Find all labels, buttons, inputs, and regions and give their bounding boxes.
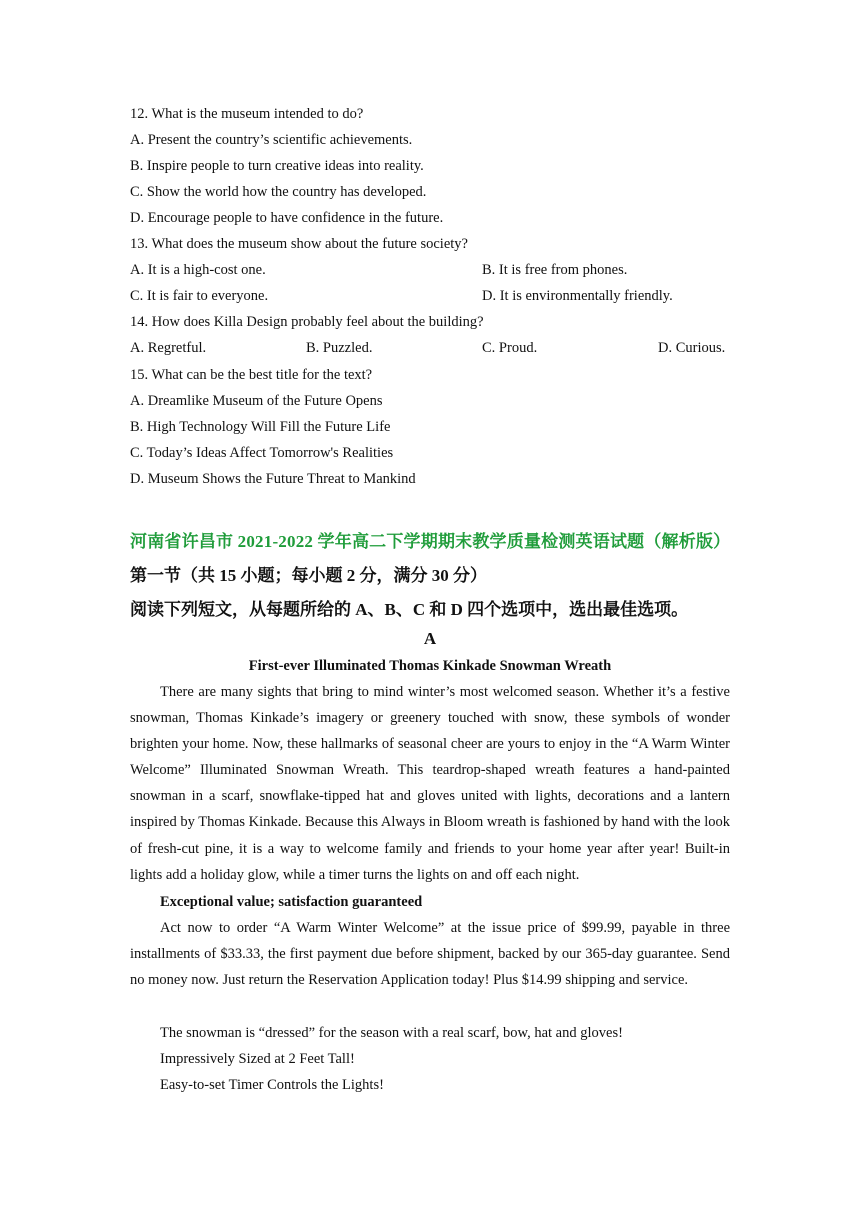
- question-15-option-b: B. High Technology Will Fill the Future Life: [130, 419, 391, 435]
- passage-label: A: [423, 629, 437, 648]
- section-heading: 第一节（共 15 小题；每小题 2 分，满分 30 分）: [130, 566, 487, 585]
- exam-title: 河南省许昌市 2021-2022 学年高二下学期期末教学质量检测英语试题（解析版）: [130, 532, 731, 551]
- passage-line-1: The snowman is “dressed” for the season with a real scarf, bow, hat and gloves!: [160, 1025, 623, 1041]
- question-14-stem: 14. How does Killa Design probably feel about the building?: [130, 314, 484, 330]
- question-13-option-c: C. It is fair to everyone.: [130, 288, 269, 304]
- question-13-option-b: B. It is free from phones.: [482, 262, 628, 278]
- question-12-option-a: A. Present the country’s scientific achievements.: [130, 132, 413, 148]
- question-13-stem: 13. What does the museum show about the future society?: [130, 236, 468, 252]
- question-14-option-d: D. Curious.: [658, 340, 726, 356]
- passage-paragraph-1: There are many sights that bring to mind winter’s most welcomed season. Whether it’s a festive snowman, Thomas Kinkade’s imagery or greenery touched with snow, these symbols of wonder brighten your home. Now, these hallmarks of seasonal cheer are yours to enjoy in the “A Warm Winter Welcome” Illuminated Snowman Wreath. This teardrop-shaped wreath features a hand-painted snowman in a scarf, snowflake-tipped hat and gloves united with lights, decorations and a lantern inspired by Thomas Kinkade. Because this Always in Bloom wreath is fashioned by hand with the look of fresh-cut pine, it is a way to welcome family and friends to your home year after year! Built-in lights add a holiday glow, while a timer turns the lights on and off each night.: [130, 684, 730, 883]
- passage-line-3: Easy-to-set Timer Controls the Lights!: [160, 1077, 384, 1093]
- question-12-option-b: B. Inspire people to turn creative ideas into reality.: [130, 158, 424, 174]
- question-14-option-c: C. Proud.: [482, 340, 538, 356]
- question-14-option-a: A. Regretful.: [130, 340, 207, 356]
- question-13-option-d: D. It is environmentally friendly.: [482, 288, 673, 304]
- passage-paragraph-2: Act now to order “A Warm Winter Welcome” at the issue price of $99.99, payable in three installments of $33.33, the first payment due before shipment, backed by our 365-day guarantee. Send no money now. Just return the Reservation Application today! Plus $14.99 shipping and service.: [130, 920, 730, 989]
- question-15-option-c: C. Today’s Ideas Affect Tomorrow's Realities: [130, 445, 394, 461]
- question-15-option-d: D. Museum Shows the Future Threat to Mankind: [130, 471, 416, 487]
- question-15-stem: 15. What can be the best title for the text?: [130, 367, 373, 383]
- passage-subheading: Exceptional value; satisfaction guaranteed: [160, 894, 423, 910]
- passage-line-2: Impressively Sized at 2 Feet Tall!: [160, 1051, 355, 1067]
- question-15-option-a: A. Dreamlike Museum of the Future Opens: [130, 393, 383, 409]
- question-12-stem: 12. What is the museum intended to do?: [130, 106, 364, 122]
- question-12-option-c: C. Show the world how the country has developed.: [130, 184, 427, 200]
- question-13-option-a: A. It is a high-cost one.: [130, 262, 266, 278]
- passage-title: First-ever Illuminated Thomas Kinkade Snowman Wreath: [248, 658, 612, 674]
- instructions: 阅读下列短文，从每题所给的 A、B、C 和 D 四个选项中，选出最佳选项。: [130, 600, 689, 619]
- question-12-option-d: D. Encourage people to have confidence in the future.: [130, 210, 444, 226]
- question-14-option-b: B. Puzzled.: [306, 340, 373, 356]
